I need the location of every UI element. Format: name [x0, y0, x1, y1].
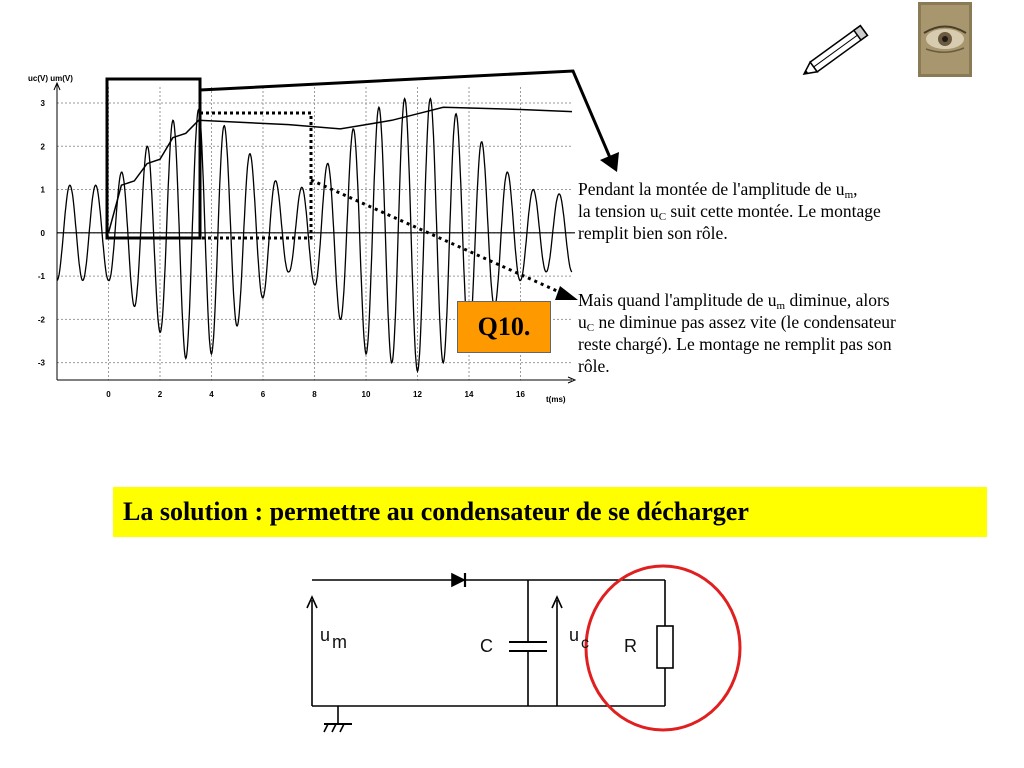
annotation-rising-line3: remplit bien son rôle. — [578, 223, 728, 243]
resistor-icon — [657, 626, 673, 668]
y-tick-label: 2 — [40, 142, 45, 152]
x-tick-label: 2 — [157, 390, 163, 399]
capacitor-label: C — [480, 636, 493, 656]
resistor-label: R — [624, 636, 637, 656]
annotation-falling — [578, 289, 1018, 377]
annotation-falling-line2: $u_C$ ne diminue pas assez vite (le condensateur — [578, 312, 896, 334]
y-tick-label: -2 — [37, 315, 45, 325]
uc-subscript: c — [581, 635, 589, 652]
annotation-rising-line2: la tension $u_C$ suit cette montée. Le montage — [578, 201, 881, 223]
rc-detector-circuit — [307, 566, 740, 732]
x-tick-label: 12 — [413, 390, 422, 399]
y-tick-label: -1 — [37, 272, 45, 282]
y-tick-label: 0 — [40, 228, 45, 238]
x-tick-label: 10 — [361, 390, 371, 399]
annotation-rising-line1: Pendant la montée de l'amplitude de $u_m$, — [578, 179, 858, 201]
x-tick-label: 6 — [260, 390, 266, 399]
x-tick-label: 14 — [464, 390, 474, 399]
um-label: u — [320, 625, 331, 645]
x-tick-label: 8 — [312, 390, 317, 399]
callout-arrowhead-dotted — [555, 286, 578, 300]
x-tick-label: 0 — [106, 390, 111, 399]
annotation-falling-line4: rôle. — [578, 356, 610, 376]
chart-overlay — [107, 71, 619, 300]
question-badge: Q10. — [457, 301, 551, 353]
x-tick-label: 4 — [209, 390, 214, 399]
y-axis-label: uc(V) um(V) — [28, 74, 73, 83]
solution-banner: La solution : permettre au condensateur de se décharger — [113, 487, 987, 537]
annotation-rising — [578, 178, 1018, 244]
diode-icon — [452, 574, 464, 586]
y-tick-label: 3 — [40, 98, 45, 108]
eye-image[interactable] — [918, 2, 972, 77]
pencil-icon[interactable] — [798, 18, 878, 80]
y-tick-label: -3 — [37, 358, 45, 368]
circuit-labels — [320, 625, 637, 656]
um-subscript: m — [332, 632, 347, 652]
annotation-falling-line3: reste chargé). Le montage ne remplit pas son — [578, 334, 892, 354]
uc-label: u — [569, 625, 580, 645]
annotation-falling-line1: Mais quand l'amplitude de $u_m$ diminue, alors — [578, 290, 890, 312]
y-tick-label: 1 — [40, 185, 45, 195]
x-axis-label: t(ms) — [546, 395, 566, 404]
x-tick-label: 16 — [516, 390, 525, 399]
